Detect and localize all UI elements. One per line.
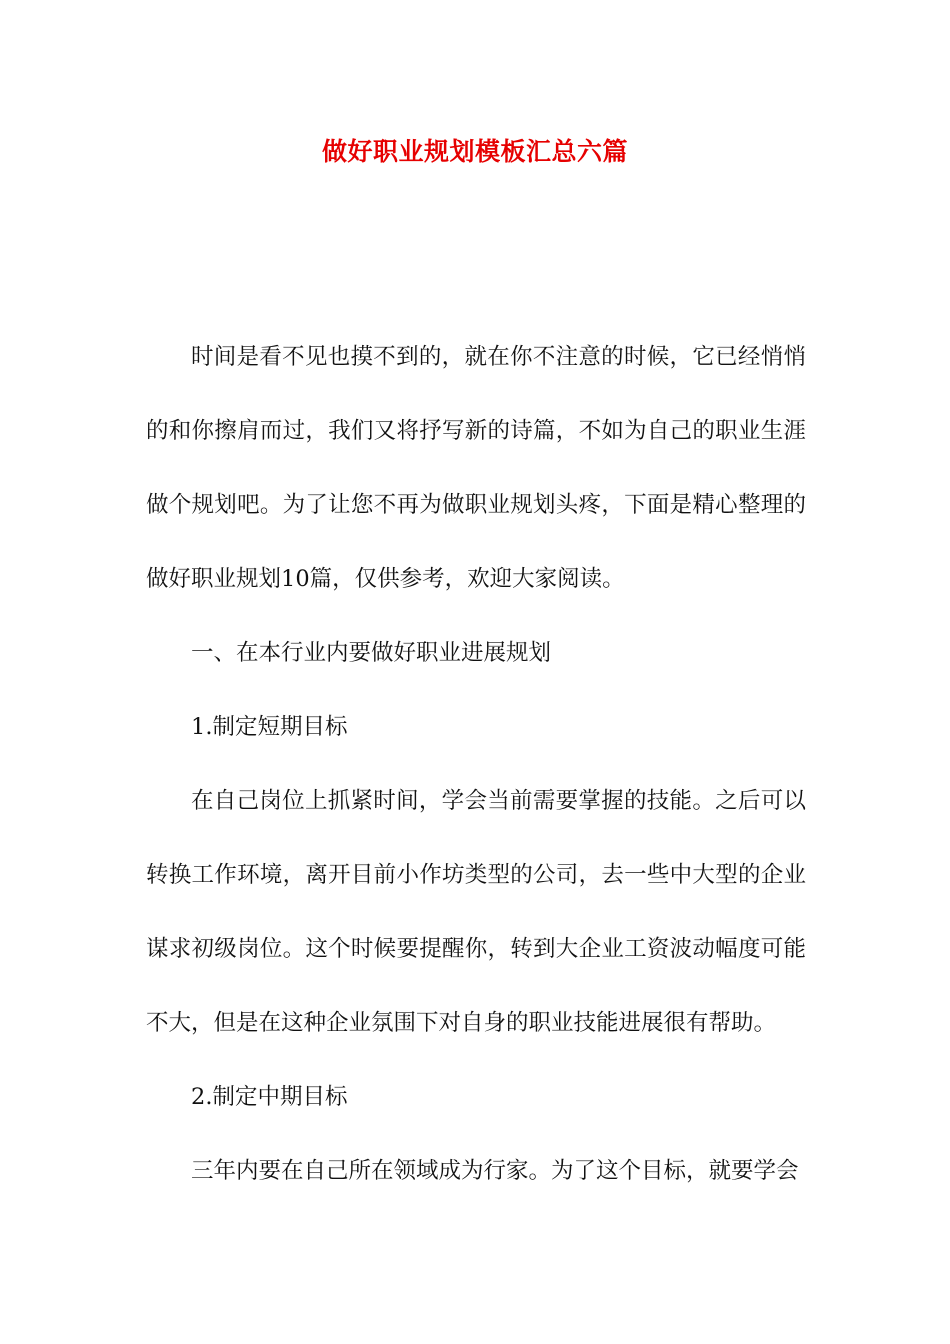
intro-paragraph: 时间是看不见也摸不到的，就在你不注意的时候，它已经悄悄的和你擦肩而过，我们又将抒写新的诗篇，不如为自己的职业生涯做个规划吧。为了让您不再为做职业规划头疼，下面是精心整理的做好职业规划10篇，仅供参考，欢迎大家阅读。 (146, 344, 806, 592)
subheading-mid-term: 2.制定中期目标 (191, 1084, 348, 1110)
mid-term-paragraph: 三年内要在自己所在领域成为行家。为了这个目标，就要学会 (191, 1158, 799, 1184)
short-term-paragraph: 在自己岗位上抓紧时间，学会当前需要掌握的技能。之后可以转换工作环境，离开目前小作坊类型的公司，去一些中大型的企业谋求初级岗位。这个时候要提醒你，转到大企业工资波动幅度可能不大，但是在这种企业氛围下对自身的职业技能进展很有帮助。 (146, 788, 806, 1036)
section-heading: 一、在本行业内要做好职业进展规划 (191, 640, 552, 666)
document-title: 做好职业规划模板汇总六篇 (321, 137, 628, 166)
document-body (146, 320, 806, 1208)
subheading-short-term: 1.制定短期目标 (191, 714, 348, 740)
